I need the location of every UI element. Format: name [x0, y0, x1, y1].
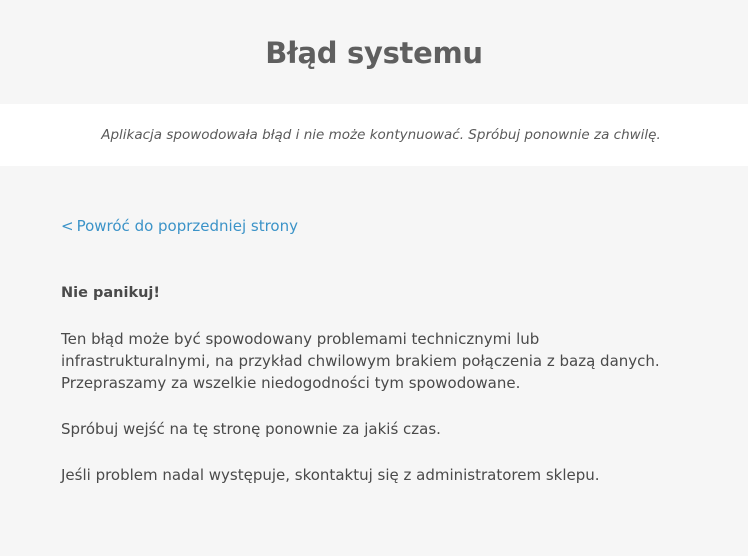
paragraph-contact: Jeśli problem nadal występuje, skontaktuj się z administratorem sklepu. [61, 466, 600, 484]
lead-text: Nie panikuj! [61, 285, 160, 301]
page-title: Błąd systemu [265, 36, 483, 70]
paragraph-retry: Spróbuj wejść na tę stronę ponownie za jakiś czas. [61, 420, 441, 438]
back-link[interactable] [61, 212, 298, 240]
back-link-label: Powróć do poprzedniej strony [76, 217, 298, 235]
paragraph-cause: Ten błąd może być spowodowany problemami technicznymi lub infrastrukturalnymi, na przykład chwilowym brakiem połączenia z bazą danych. Przepraszamy za wszelkie niedogodności tym spowodowane. [61, 330, 660, 392]
page-header [0, 0, 748, 104]
error-notice-text: Aplikacja spowodowała błąd i nie może kontynuować. Spróbuj ponownie za chwilę. [101, 127, 661, 143]
error-notice-band [0, 104, 748, 166]
error-content [0, 166, 748, 486]
chevron-left-icon: < [61, 217, 74, 235]
